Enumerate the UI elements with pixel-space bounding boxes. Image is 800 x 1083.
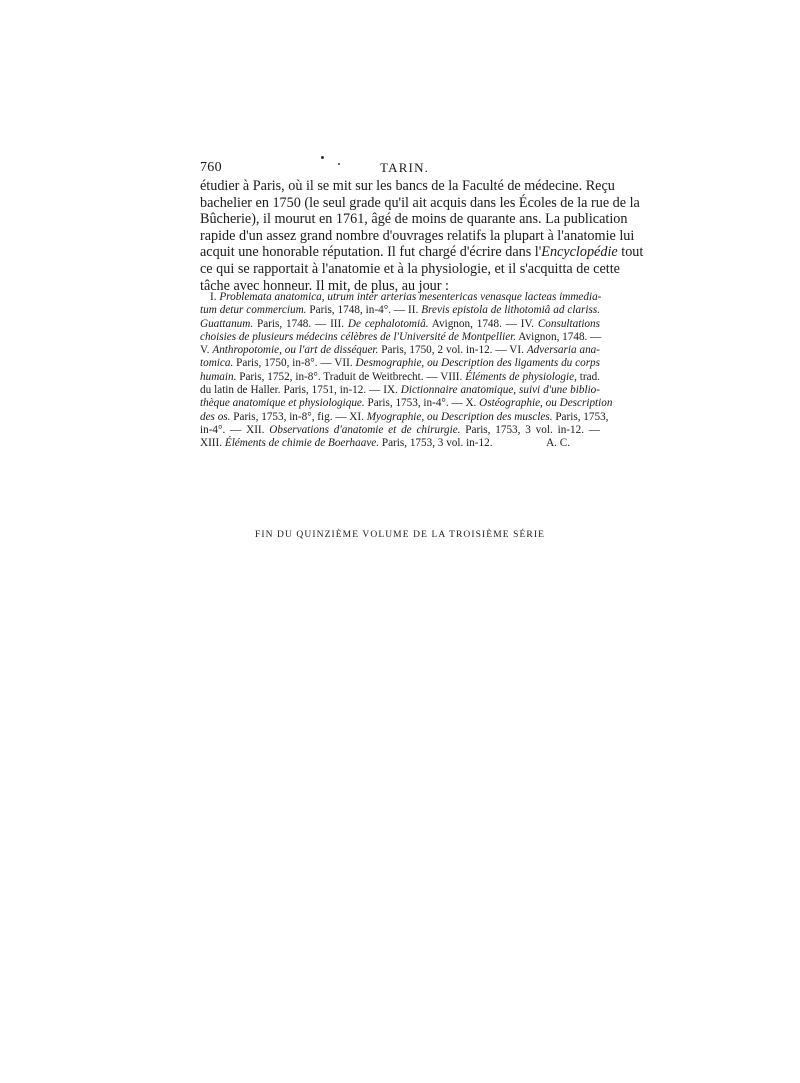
body-paragraph [200, 178, 644, 294]
body-line: ce qui se rapportait à l'anatomie et à la physiologie, et il s'acquitta de cette [200, 260, 620, 277]
body-line: Bûcherie), il mourut en 1761, âgé de moins de quarante ans. La publication [200, 211, 628, 228]
note-text: trad. [576, 370, 600, 383]
volume-colophon: FIN DU QUINZIÈME VOLUME DE LA TROISIÈME SÉRIE [254, 530, 546, 540]
note-text: Avignon, 1748. — [516, 330, 602, 343]
running-head: TARIN. [380, 160, 430, 175]
note-title: Desmographie, ou Description des ligaments du corps [355, 357, 600, 370]
note-line [200, 397, 613, 410]
note-title: Guattanum. [200, 317, 254, 330]
note-title: De cephalotomiâ. [347, 317, 429, 330]
note-title: Dictionnaire anatomique, suivi d'une biblio- [400, 384, 600, 397]
note-line [200, 437, 600, 450]
note-title: Éléments de physiologie, [465, 370, 577, 383]
body-line: rapide d'un assez grand nombre d'ouvrages relatifs la plupart à l'anatomie lui [200, 227, 635, 244]
note-title: Problemata anatomica, utrum inter arterias mesentericas venasque lacteas immedia- [219, 291, 602, 303]
note-title: tomica. [200, 357, 234, 370]
note-line [200, 371, 600, 384]
note-text: Paris, 1753, in-8°, fig. — XI. [230, 410, 367, 423]
body-line: étudier à Paris, où il se mit sur les bancs de la Faculté de médecine. Reçu [200, 178, 615, 194]
ink-speck [338, 163, 340, 165]
note-line [200, 424, 600, 437]
note-line [200, 318, 600, 331]
note-text: XIII. [200, 437, 225, 450]
note-title: Myographie, ou Description des muscles. [366, 410, 553, 423]
note-text: Paris, 1750, 2 vol. in-12. — VI. [378, 344, 527, 357]
note-text: Paris, 1753, in-4°. — X. [364, 397, 480, 410]
body-line: bachelier en 1750 (le seul grade qu'il ait acquis dans les Écoles de la rue de la [200, 194, 640, 211]
page-header [200, 160, 600, 180]
body-line [200, 244, 644, 261]
note-text: Paris, 1753, 3 vol. in-12. — [460, 423, 600, 436]
note-text: Avignon, 1748. — IV. [428, 317, 538, 330]
page-number: 760 [200, 160, 222, 175]
note-line [200, 291, 600, 304]
note-title: Anthropotomie, ou l'art de disséquer. [212, 344, 379, 357]
note-text: Paris, 1748, in-4°. — II. [306, 304, 422, 317]
bibliography-note [200, 291, 613, 451]
note-title: des os. [200, 410, 231, 423]
author-signature: A. C. [546, 437, 570, 450]
note-line [200, 410, 609, 424]
note-line [200, 384, 600, 397]
note-line [200, 331, 600, 344]
note-title: thèque anatomique et physiologique. [200, 397, 365, 410]
note-line [200, 357, 600, 370]
note-line [200, 304, 600, 317]
note-text: Paris, 1753, [552, 410, 609, 423]
encyclopedie-title: Encyclopédie [541, 244, 618, 261]
note-line [200, 344, 600, 357]
body-line-text: acquit une honorable réputation. Il fut chargé d'écrire dans l' [200, 244, 542, 261]
note-title: Éléments de chimie de Boerhaave. [224, 437, 380, 450]
note-text: Paris, 1750, in-8°. — VII. [233, 357, 356, 370]
note-text: in-4°. — XII. [200, 423, 270, 436]
note-title: Consultations [537, 317, 600, 330]
note-title: choisies de plusieurs médecins célèbres de l'Université de Montpellier. [200, 330, 517, 343]
note-text: Paris, 1753, 3 vol. in-12. [379, 437, 493, 450]
note-title: humain. [200, 370, 237, 383]
note-title: Adversaria ana- [526, 344, 600, 357]
body-line-text: tout [617, 244, 644, 261]
note-text: V. [200, 344, 213, 357]
ink-speck [321, 156, 324, 159]
note-text: du latin de Haller. Paris, 1751, in-12. — IX. [200, 384, 401, 397]
body-line: tâche avec honneur. Il mit, de plus, au jour : [200, 277, 449, 294]
note-text: Paris, 1748. — III. [253, 317, 348, 330]
note-title: Observations d'anatomie et de chirurgie. [269, 423, 461, 436]
note-title: Ostéographie, ou Description [479, 397, 613, 410]
note-title: Brevis epistola de lithotomiâ ad clariss. [421, 304, 600, 317]
note-title: tum detur commercium. [200, 304, 307, 317]
note-text: Paris, 1752, in-8°. Traduit de Weitbrecht. — VIII. [236, 370, 466, 383]
note-text: I. [210, 291, 220, 303]
